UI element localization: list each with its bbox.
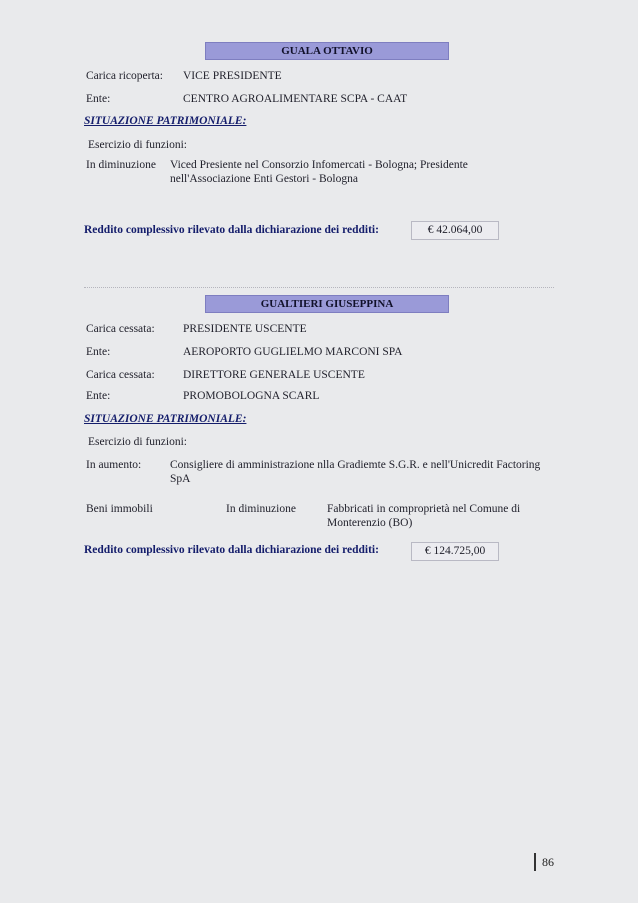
person1-esercizio-label: Esercizio di funzioni:: [88, 139, 187, 151]
person2-role2-label: Carica cessata:: [86, 369, 155, 381]
person2-change-label: In aumento:: [86, 459, 142, 471]
person1-change-value: Viced Presiente nel Consorzio Infomercati - Bologna; Presidente nell'Associazione Enti Gestori - Bologna: [170, 159, 468, 185]
person2-beni-label: Beni immobili: [86, 503, 153, 515]
person1-name-header: GUALA OTTAVIO: [205, 42, 449, 60]
person1-reddito-label: Reddito complessivo rilevato dalla dichiarazione dei redditi:: [84, 224, 379, 236]
person1-ente-value: CENTRO AGROALIMENTARE SCPA - CAAT: [183, 93, 408, 105]
person1-role-value: VICE PRESIDENTE: [183, 70, 282, 82]
person2-ente2-value: PROMOBOLOGNA SCARL: [183, 390, 320, 402]
person2-ente1-label: Ente:: [86, 346, 111, 358]
page-number: 86: [534, 853, 554, 871]
person2-role1-value: PRESIDENTE USCENTE: [183, 323, 307, 335]
person2-reddito-value: € 124.725,00: [411, 542, 499, 561]
person2-change-value: Consigliere di amministrazione nlla Gradiemte S.G.R. e nell'Unicredit Factoring SpA: [170, 459, 541, 485]
person2-ente2-label: Ente:: [86, 390, 111, 402]
person2-esercizio-label: Esercizio di funzioni:: [88, 436, 187, 448]
person2-beni-change: In diminuzione: [226, 503, 296, 515]
person2-beni-value: Fabbricati in comproprietà nel Comune di Monterenzio (BO): [327, 503, 521, 529]
person2-role2-value: DIRETTORE GENERALE USCENTE: [183, 369, 365, 381]
person2-role1-label: Carica cessata:: [86, 323, 155, 335]
person2-reddito-label: Reddito complessivo rilevato dalla dichiarazione dei redditi:: [84, 544, 379, 556]
section-divider: [84, 287, 554, 288]
person1-ente-label: Ente:: [86, 93, 111, 105]
person2-ente1-value: AEROPORTO GUGLIELMO MARCONI SPA: [183, 346, 403, 358]
person1-change-label: In diminuzione: [86, 159, 156, 171]
person1-role-label: Carica ricoperta:: [86, 70, 163, 82]
person1-reddito-value: € 42.064,00: [411, 221, 499, 240]
person1-situazione-title: SITUAZIONE PATRIMONIALE:: [84, 115, 247, 127]
person2-situazione-title: SITUAZIONE PATRIMONIALE:: [84, 413, 247, 425]
person2-name-header: GUALTIERI GIUSEPPINA: [205, 295, 449, 313]
